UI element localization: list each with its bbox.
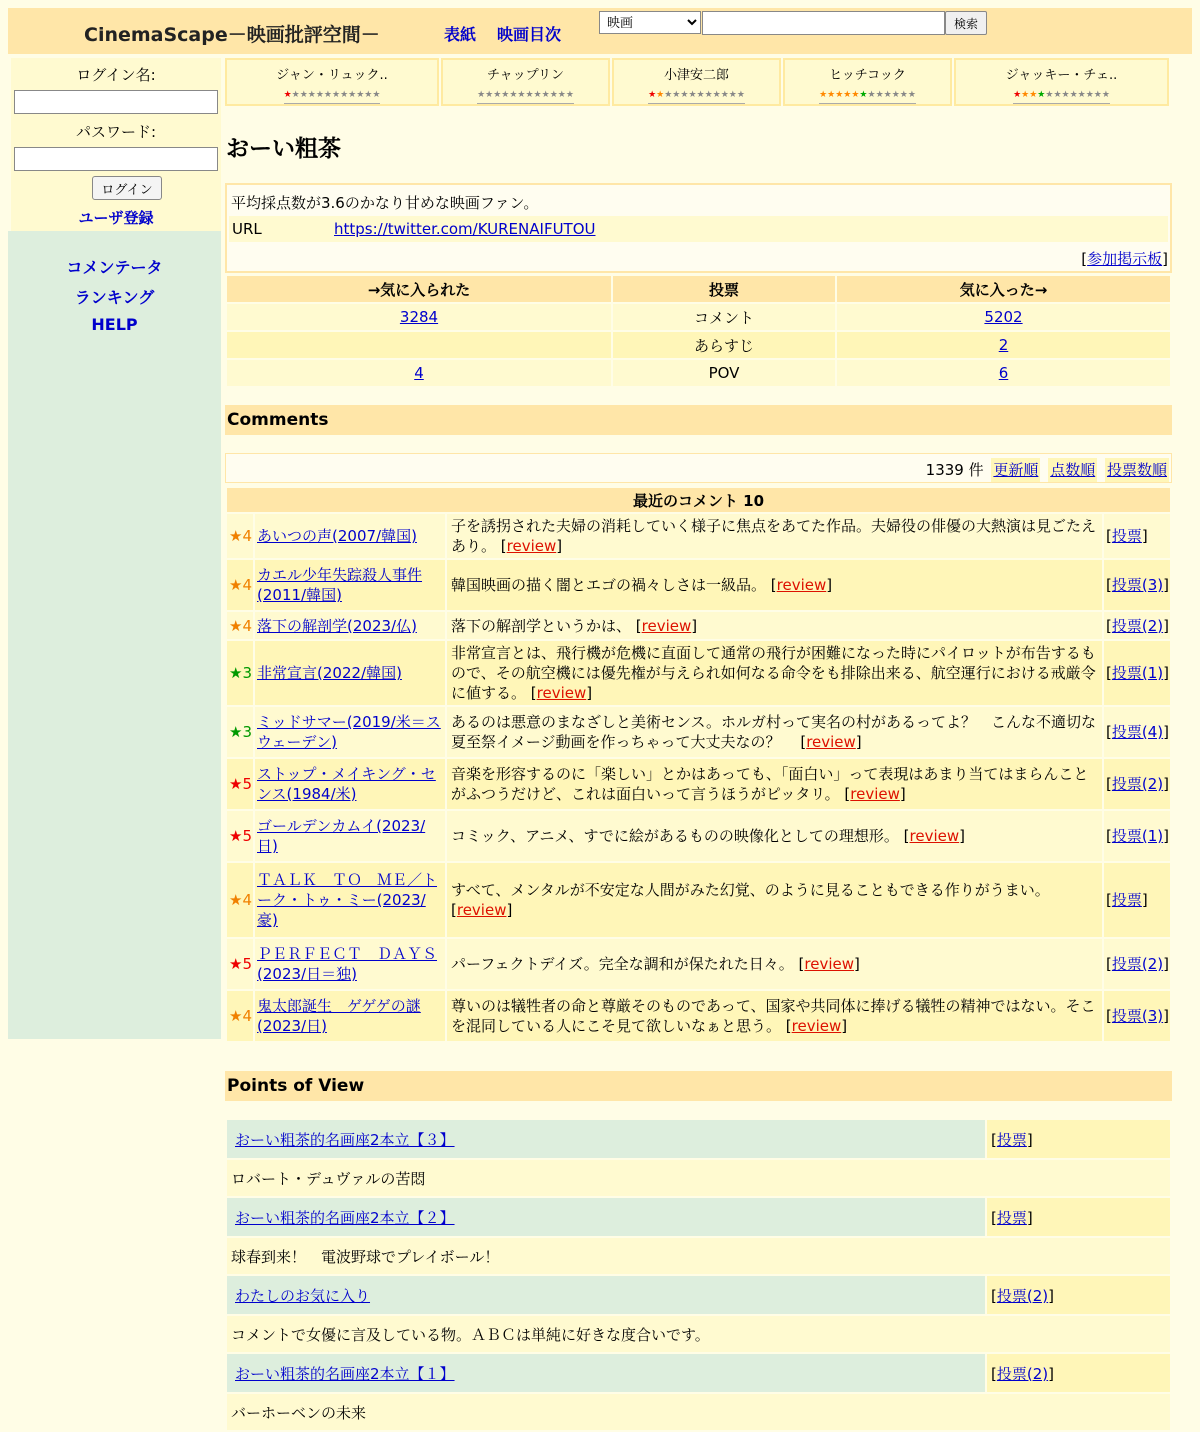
pov-vote-link[interactable]: 投票(2) — [996, 1364, 1049, 1383]
favorite-director-name: 小津安二郎 — [663, 68, 729, 83]
movie-link[interactable]: 落下の解剖学(2023/仏) — [257, 616, 417, 635]
favorite-director[interactable] — [783, 58, 952, 106]
score-star-icon: ★5 — [227, 939, 253, 989]
table-row: おーい粗茶的名画座2本立【２】 [投票] — [227, 1198, 1170, 1236]
favorite-director[interactable] — [225, 58, 439, 106]
movie-link[interactable]: ＰＥＲＦＥＣＴ ＤＡＹＳ(2023/日＝独) — [257, 945, 438, 983]
comment-text: 音楽を形容するのに「楽しい」とかはあっても、「面白い」って表現はあまり当てはまらんことがふつうだけど、これは面白いって言うほうがピッタリ。 — [451, 765, 1089, 803]
url-label: URL — [232, 220, 262, 238]
login-name-input[interactable] — [14, 90, 218, 114]
score-star-icon: ★5 — [227, 811, 253, 861]
comment-text: パーフェクトデイズ。完全な調和が保たれた日々。 — [451, 955, 794, 973]
review-link[interactable]: review — [536, 684, 587, 702]
score-star-icon: ★3 — [227, 707, 253, 757]
review-link[interactable]: review — [456, 901, 507, 919]
score-star-icon: ★4 — [227, 612, 253, 639]
vote-link[interactable]: 投票(1) — [1111, 827, 1164, 845]
table-row: ★4 落下の解剖学(2023/仏) 落下の解剖学というかは、 [review] [投票(2)] — [227, 612, 1170, 639]
page-title: おーい粗茶 — [226, 136, 341, 162]
pov-description: ロバート・デュヴァルの苦悶 — [227, 1160, 1170, 1196]
movie-link[interactable]: ミッドサマー(2019/米＝スウェーデン) — [257, 713, 441, 751]
comment-text: 韓国映画の描く闇とエゴの禍々しさは一級品。 — [451, 576, 767, 594]
board-link-wrapper: [参加掲示板] — [1081, 250, 1168, 268]
review-link[interactable]: review — [776, 576, 827, 594]
register-link[interactable]: ユーザ登録 — [78, 209, 154, 227]
table-row: わたしのお気に入り [投票(2)] — [227, 1276, 1170, 1314]
login-button[interactable]: ログイン — [92, 176, 162, 200]
comments-table — [225, 486, 1172, 1043]
url-row — [229, 216, 1168, 242]
pov-vote-link[interactable]: 投票 — [996, 1130, 1027, 1149]
movie-link[interactable]: 鬼太郎誕生 ゲゲゲの謎(2023/日) — [257, 997, 421, 1035]
favorite-director[interactable] — [612, 58, 781, 106]
score-star-icon: ★4 — [227, 560, 253, 610]
table-row: ★4 カエル少年失踪殺人事件(2011/韓国) 韓国映画の描く闇とエゴの禍々しさは一級品。 [review] [投票(3)] — [227, 560, 1170, 610]
stats-table — [225, 274, 1172, 388]
pov-section-title: Points of View — [225, 1071, 1172, 1101]
left-menu — [8, 231, 221, 1039]
rating-stars-icon: ★★★★★★★★★★★★ — [284, 88, 381, 104]
vote-link[interactable]: 投票(4) — [1111, 723, 1164, 741]
stats-link[interactable]: 2 — [998, 336, 1009, 354]
review-link[interactable]: review — [806, 733, 856, 751]
sort-score-link[interactable]: 点数順 — [1050, 461, 1096, 479]
table-row: ★4 あいつの声(2007/韓国) 子を誘拐された夫婦の消耗していく様子に焦点をあてた作品。夫婦役の俳優の大熱演は見ごたえあり。 [review] [投票] — [227, 514, 1170, 558]
vote-link[interactable]: 投票(3) — [1111, 1007, 1164, 1025]
movie-link[interactable]: ＴＡＬＫ ＴＯ ＭＥ／トーク・トゥ・ミー(2023/豪) — [257, 871, 438, 929]
pov-title-link[interactable]: わたしのお気に入り — [235, 1286, 371, 1305]
pov-title-link[interactable]: おーい粗茶的名画座2本立【３】 — [235, 1130, 455, 1149]
stats-label: コメント — [613, 304, 835, 330]
pov-description: コメントで女優に言及している物。ＡＢＣは単純に好きな度合いです。 — [227, 1316, 1170, 1352]
stats-header-vote: 投票 — [613, 276, 835, 302]
board-link[interactable]: 参加掲示板 — [1087, 250, 1163, 268]
review-link[interactable]: review — [506, 537, 557, 555]
table-row: ★4 鬼太郎誕生 ゲゲゲの謎(2023/日) 尊いのは犠牲者の命と尊厳そのものであって、国家や共同体に捧げる犠牲の精神ではない。そこを混同している人にこそ見て欲しいなぁと思う。 [review] [投票(3)] — [227, 991, 1170, 1041]
profile-box — [225, 183, 1172, 273]
pov-title-link[interactable]: おーい粗茶的名画座2本立【１】 — [235, 1364, 455, 1383]
table-row: おーい粗茶的名画座2本立【３】 [投票] — [227, 1120, 1170, 1158]
movie-link[interactable]: カエル少年失踪殺人事件(2011/韓国) — [257, 566, 423, 604]
favorite-director-name: ジャッキー・チェ.. — [1005, 68, 1118, 83]
favorite-director-name: ヒッチコック — [829, 68, 906, 83]
comments-table-title: 最近のコメント 10 — [227, 488, 1170, 512]
rating-stars-icon: ★★★★★★★★★★★★ — [477, 88, 574, 104]
menu-ranking-link[interactable]: ランキング — [74, 288, 155, 307]
profile-url-link[interactable]: https://twitter.com/KURENAIFUTOU — [334, 220, 596, 238]
search-category-select[interactable] — [599, 11, 701, 34]
table-row: ★5 ＰＥＲＦＥＣＴ ＤＡＹＳ(2023/日＝独) パーフェクトデイズ。完全な調和が保たれた日々。 [review] [投票(2)] — [227, 939, 1170, 989]
score-star-icon: ★3 — [227, 641, 253, 705]
review-link[interactable]: review — [641, 616, 692, 635]
review-link[interactable]: review — [791, 1017, 842, 1035]
pov-description: バーホーベンの未来 — [227, 1394, 1170, 1430]
favorite-director-name: ジャン・リュック.. — [276, 68, 388, 83]
comment-text: 子を誘拐された夫婦の消耗していく様子に焦点をあてた作品。夫婦役の俳優の大熱演は見ごたえあり。 — [451, 517, 1097, 555]
comment-text: あるのは悪意のまなざしと美術センス。ホルガ村って実名の村があるってよ？ こんな不適切な夏至祭イメージ動画を作っちゃって大丈夫なの？ — [451, 713, 1097, 751]
sort-updated-link[interactable]: 更新順 — [993, 461, 1039, 479]
stats-link[interactable]: 4 — [414, 364, 424, 382]
comment-text: すべて、メンタルが不安定な人間がみた幻覚、のように見ることもできる作りがうまい。 — [451, 881, 1050, 899]
vote-link[interactable]: 投票(2) — [1111, 775, 1164, 793]
site-header — [8, 8, 1192, 54]
movie-link[interactable]: 非常宣言(2022/韓国) — [257, 664, 402, 682]
table-row: ★3 ミッドサマー(2019/米＝スウェーデン) あるのは悪意のまなざしと美術センス。ホルガ村って実名の村があるってよ？ こんな不適切な夏至祭イメージ動画を作っちゃって大丈夫なの？ [review] [投票(4)] — [227, 707, 1170, 757]
movie-link[interactable]: ストップ・メイキング・センス(1984/米) — [257, 765, 436, 803]
stats-link[interactable]: 6 — [998, 364, 1009, 382]
score-star-icon: ★5 — [227, 759, 253, 809]
password-input[interactable] — [14, 147, 218, 171]
rating-stars-icon: ★★★★★★★★★★★★ — [819, 88, 916, 104]
sort-votes-link[interactable]: 投票数順 — [1106, 461, 1167, 479]
table-row: おーい粗茶的名画座2本立【１】 [投票(2)] — [227, 1354, 1170, 1392]
vote-link[interactable]: 投票 — [1111, 527, 1142, 545]
vote-link[interactable]: 投票 — [1111, 891, 1142, 909]
table-row — [227, 304, 1170, 330]
stats-label: POV — [613, 360, 835, 386]
comment-text: 非常宣言とは、飛行機が危機に直面して通常の飛行が困難になった時にパイロットが布告するもので、その航空機には優先権が与えられ如何なる命令をも排除出来る、航空運行における戒厳令に値する。 — [451, 644, 1096, 702]
profile-description: 平均採点数が3.6のかなり甘めな映画ファン。 — [231, 194, 539, 212]
score-star-icon: ★4 — [227, 863, 253, 937]
stats-header-liked: 気に入った→ — [837, 276, 1170, 302]
menu-commentator-link[interactable]: コメンテータ — [66, 258, 163, 277]
favorite-director-name: チャップリン — [486, 68, 565, 83]
comments-section-title: Comments — [225, 405, 1172, 435]
review-link[interactable]: review — [804, 955, 854, 973]
table-row — [227, 360, 1170, 386]
vote-link[interactable]: 投票(1) — [1111, 664, 1164, 682]
stats-label: あらすじ — [613, 332, 835, 358]
stats-link[interactable]: 3284 — [399, 308, 439, 326]
comment-text: 尊いのは犠牲者の命と尊厳そのものであって、国家や共同体に捧げる犠牲の精神ではない。そこを混同している人にこそ見て欲しいなぁと思う。 — [451, 997, 1096, 1035]
score-star-icon: ★4 — [227, 991, 253, 1041]
search-button[interactable]: 検索 — [945, 11, 987, 35]
table-row — [227, 332, 1170, 358]
stats-empty — [227, 332, 611, 358]
movie-link[interactable]: ゴールデンカムイ(2023/日) — [257, 817, 426, 855]
login-panel — [11, 58, 221, 231]
movie-link[interactable]: あいつの声(2007/韓国) — [257, 527, 417, 545]
table-row: ★4 ＴＡＬＫ ＴＯ ＭＥ／トーク・トゥ・ミー(2023/豪) すべて、メンタルが不安定な人間がみた幻覚、のように見ることもできる作りがうまい。 [review] [投票] — [227, 863, 1170, 937]
nav-cover-link[interactable]: 表紙 — [444, 25, 477, 44]
pov-vote-link[interactable]: 投票(2) — [996, 1286, 1049, 1305]
nav-movie-index-link[interactable]: 映画目次 — [497, 25, 562, 44]
favorite-directors-strip — [225, 58, 1171, 106]
vote-link[interactable]: 投票(3) — [1111, 576, 1164, 594]
pov-title-link[interactable]: おーい粗茶的名画座2本立【２】 — [235, 1208, 455, 1227]
search-input[interactable] — [702, 11, 945, 35]
vote-link[interactable]: 投票(2) — [1111, 616, 1164, 635]
favorite-director[interactable] — [441, 58, 610, 106]
rating-stars-icon: ★★★★★★★★★★★★ — [1013, 88, 1110, 104]
pov-table — [225, 1118, 1172, 1432]
table-row: ★3 非常宣言(2022/韓国) 非常宣言とは、飛行機が危機に直面して通常の飛行が困難になった時にパイロットが布告するもので、その航空機には優先権が与えられ如何なる命令をも排除出来る、航空運行における戒厳令に値する。 [review] [投票(1)] — [227, 641, 1170, 705]
table-row: ★5 ストップ・メイキング・センス(1984/米) 音楽を形容するのに「楽しい」とかはあっても、「面白い」って表現はあまり当てはまらんことがふつうだけど、これは面白いって言うほうがピッタリ。 [review] [投票(2)] — [227, 759, 1170, 809]
comment-sort-bar — [225, 453, 1172, 483]
review-link[interactable]: review — [850, 785, 900, 803]
pov-description: 球春到来！ 電波野球でプレイボール！ — [227, 1238, 1170, 1274]
score-star-icon: ★4 — [227, 514, 253, 558]
stats-header-liked-by: →気に入られた — [227, 276, 611, 302]
password-label: パスワード: — [75, 123, 157, 141]
menu-help-link[interactable]: HELP — [91, 315, 138, 334]
rating-stars-icon: ★★★★★★★★★★★★ — [648, 88, 745, 104]
table-row: ★5 ゴールデンカムイ(2023/日) コミック、アニメ、すでに絵があるものの映像化としての理想形。 [review] [投票(1)] — [227, 811, 1170, 861]
comment-text: コミック、アニメ、すでに絵があるものの映像化としての理想形。 — [451, 827, 899, 845]
login-name-label: ログイン名: — [76, 66, 156, 84]
pov-vote-link[interactable]: 投票 — [996, 1208, 1027, 1227]
comment-count: 1339 件 — [925, 461, 984, 479]
favorite-director[interactable] — [954, 58, 1169, 106]
stats-link[interactable]: 5202 — [984, 308, 1023, 326]
comment-text: 落下の解剖学というかは、 — [451, 616, 632, 635]
site-title: CinemaScape－映画批評空間－ — [84, 24, 380, 46]
vote-link[interactable]: 投票(2) — [1111, 955, 1164, 973]
review-link[interactable]: review — [909, 827, 960, 845]
